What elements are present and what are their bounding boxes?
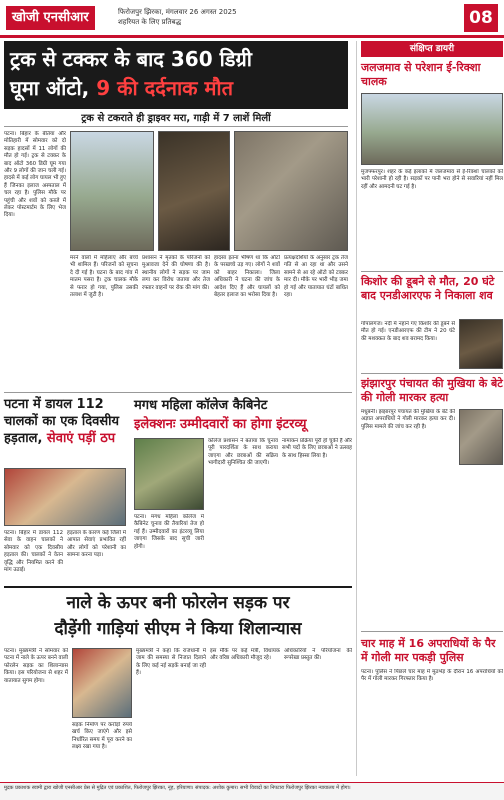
lead-subheadline: ट्रक से टकराते ही ड्राइवर मरा, गाड़ी में 7 लाशें मिलीं	[4, 111, 348, 127]
sidebar-separator-1	[361, 271, 503, 272]
masthead	[0, 0, 504, 38]
sidebar-story1-headline: जलजमाव से परेशान ई-रिक्शा चालक	[361, 61, 481, 88]
magadh-column-3: नामांकन प्रक्रिया पूरी हो चुकी है और सभी पदों के लिए छात्राओं ने उत्साह के साथ हिस्सा लिया है।	[282, 438, 352, 459]
patna-headline	[4, 396, 126, 447]
lead-headline-line1: ट्रक से टक्कर के बाद 360 डिग्री	[10, 47, 252, 71]
lead-story	[0, 41, 352, 391]
magadh-headline	[134, 396, 352, 434]
patna-headline-red: सेवाएं पड़ीं ठप	[46, 431, 116, 446]
patna-column-1: पटना। बिहार में डायल 112 सेवा के वाहन चालकों ने सोमवार को एक दिवसीय हड़ताल की। चालकों ने वेतन वृद्धि और नियमित करने की मांग उठाई।	[4, 530, 63, 574]
college-photo	[134, 438, 204, 510]
bottom-column-3: मुख्यमंत्री ने कहा कि राजधानी में जाम की समस्या से निजात दिलाने के लिए कई नई सड़कें बनाई जा रही हैं।	[136, 648, 206, 677]
sidebar-story4-headline: चार माह में 16 अपराधियों के पैर में गोली मार पकड़ी पुलिस	[361, 637, 496, 664]
patna-column-2: हड़ताल के कारण कई जिलों में आपात सेवाएं प्रभावित रहीं और लोगों को परेशानी का सामना करना पड़ा।	[67, 530, 126, 559]
sidebar-story2-body: गोपालगंज। नदी में नहाने गए किशोर की डूबने से मौत हो गई। एनडीआरएफ की टीम ने 20 घंटे की मशक्कत के बाद शव बरामद किया।	[361, 321, 455, 342]
magadh-column-2: कॉलेज प्रशासन ने बताया कि चुनाव पूरी पारदर्शिता के साथ कराया जाएगा और छात्राओं की सक्रिय भागीदारी सुनिश्चित की जाएगी।	[208, 438, 278, 467]
bottom-column-4: इस मौके पर कई मंत्री, विधायक और वरिष्ठ अधिकारी मौजूद रहे।	[210, 648, 280, 662]
lead-column-4: हादसा इतना भीषण था कि ऑटो के परखच्चे उड़ गए। लोगों ने शवों को बाहर निकाला। जिला अधिकारी ने घटना की जांच के आदेश दिए हैं और घायलों को बेहतर इलाज का भरोसा दिया है।	[214, 255, 280, 299]
sidebar-story3-body: मधुबनी। झंझारपुर पंचायत की मुखिया के बेटे की अज्ञात अपराधियों ने गोली मारकर हत्या कर दी। पुलिस मामले की जांच कर रही है।	[361, 409, 455, 430]
sidebar-story4-body: पटना। पुलिस ने पिछले चार माह में मुठभेड़ के दौरान 16 अपराधियों को पैर में गोली मारकर गिरफ्तार किया है।	[361, 669, 503, 683]
bottom-column-5: अधिकारियों ने परियोजना की रूपरेखा प्रस्तुत की।	[284, 648, 352, 662]
edition-info	[118, 7, 237, 27]
edition-tagline: शहरियत के लिए प्रतिबद्ध	[118, 18, 182, 26]
imprint-footer: मुद्रक प्रकाशक स्वामी द्वारा खोजी एनसीआर प्रेस से मुद्रित एवं प्रकाशित, फिरोजपुर झिरका, नूंह, हरियाणा। संपादक: अशोक कुमार। सभी विवादों का निपटारा फिरोजपुर झिरका न्यायालय में होगा।	[0, 782, 504, 800]
section-divider	[4, 392, 352, 393]
lead-column-2: मरने वालों में महिलाएं और बच्चे भी शामिल हैं। परिजनों को सूचना दे दी गई है। घटना के बाद गांव में मातम पसरा है। ट्रक चालक मौके से फरार हो गया, पुलिस उसकी तलाश में जुटी है।	[70, 255, 138, 299]
lead-headline-line2	[10, 74, 342, 103]
bottom-headline-line2: दौड़ेंगी गाड़ियां सीएम ने किया शिलान्यास	[54, 619, 302, 639]
sidebar-tag: संक्षिप्त डायरी	[361, 41, 503, 57]
sidebar-separator-2	[361, 373, 503, 374]
magadh-headline-line2: इलेक्शनः उम्मीदवारों का होगा इंटरव्यू	[134, 417, 307, 432]
ceremony-photo	[72, 648, 132, 718]
edition-date: फिरोजपुर झिरका, मंगलवार 26 अगस्त 2025	[118, 8, 237, 16]
sidebar-separator-3	[361, 631, 503, 632]
bottom-rule	[4, 586, 352, 588]
sidebar-story1-body: मुजफ्फरपुर। शहर के कई इलाकों में जलजमाव से ई-रिक्शा चालकों को भारी परेशानी हो रही है। सड़कों पर पानी भरा होने से सवारियां नहीं मिल रहीं और आमदनी घट गई है।	[361, 169, 503, 190]
page-number: 08	[464, 4, 498, 32]
lead-column-3: प्रशासन ने मृतकों के परिजनों को मुआवजा देने की घोषणा की है। स्थानीय लोगों ने सड़क पर जाम लगा कर विरोध जताया और तेज रफ्तार वाहनों पर रोक की मांग की।	[142, 255, 210, 291]
accident-photo-2	[234, 131, 348, 251]
bottom-headline-line1: नाले के ऊपर बनी फोरलेन सड़क पर	[66, 593, 290, 613]
bottom-headline	[4, 590, 352, 642]
lead-headline-plain: घूमा ऑटो,	[10, 76, 97, 100]
newspaper-logo: खोजी एनसीआर	[6, 6, 95, 30]
bottom-column-1: पटना। मुख्यमंत्री ने सोमवार को पटना में नाले के ऊपर बनने वाली फोरलेन सड़क का शिलान्यास किया। इस परियोजना से शहर में यातायात सुगम होगा।	[4, 648, 68, 684]
lead-column-1: पटना। बिहार के बेतिया और मोतिहारी में सोमवार को दो सड़क हादसों में 11 लोगों की मौत हो गई। ट्रक से टक्कर के बाद ऑटो 360 डिग्री घूम गया और 9 लोगों की जान चली गई। हादसे में कई लोग घायल भी हुए हैं जिनका इलाज अस्पताल में चल रहा है। पुलिस मौके पर पहुंची और शवों को कब्जे में लेकर पोस्टमार्टम के लिए भेज दिया।	[4, 131, 66, 219]
lead-headline-banner	[4, 41, 348, 109]
sidebar-brief-diary	[356, 41, 502, 776]
bottom-column-2: सड़क निर्माण पर करोड़ों रुपये खर्च किए जाएंगे और इसे निर्धारित समय में पूरा करने का लक्ष्य रखा गया है।	[72, 722, 132, 751]
magadh-column-1: पटना। मगध महिला कॉलेज में कैबिनेट चुनाव की तैयारियां तेज हो गई हैं। उम्मीदवारों का इंटरव्यू लिया जाएगा जिसके बाद सूची जारी होगी।	[134, 514, 204, 550]
magadh-headline-line1: मगध महिला कॉलेज कैबिनेट	[134, 398, 268, 413]
victim-photo	[158, 131, 230, 251]
sidebar-story3-headline: झंझारपुर पंचायत की मुखिया के बेटे की गोली मारकर हत्या	[361, 377, 503, 404]
mukhiya-son-photo	[459, 409, 503, 465]
strike-photo	[4, 468, 126, 526]
sidebar-story2-headline: किशोर की डूबने से मौत, 20 घंटे बाद एनडीआरएफ ने निकाला शव	[361, 275, 495, 302]
waterlogging-photo	[361, 93, 503, 165]
accident-photo-1	[70, 131, 154, 251]
lead-column-5: प्रत्यक्षदर्शियों के अनुसार ट्रक तेज गति से आ रहा था और उसने सामने से आ रहे ऑटो को टक्कर मार दी। मौके पर भारी भीड़ जमा हो गई और यातायात घंटों बाधित रहा।	[284, 255, 348, 299]
lead-headline-red: 9 की दर्दनाक मौत	[96, 76, 233, 100]
teen-photo	[459, 319, 503, 369]
patna-headline-plain: पटना में डायल 112 चालकों का एक दिवसीय हड़ताल,	[4, 397, 120, 446]
